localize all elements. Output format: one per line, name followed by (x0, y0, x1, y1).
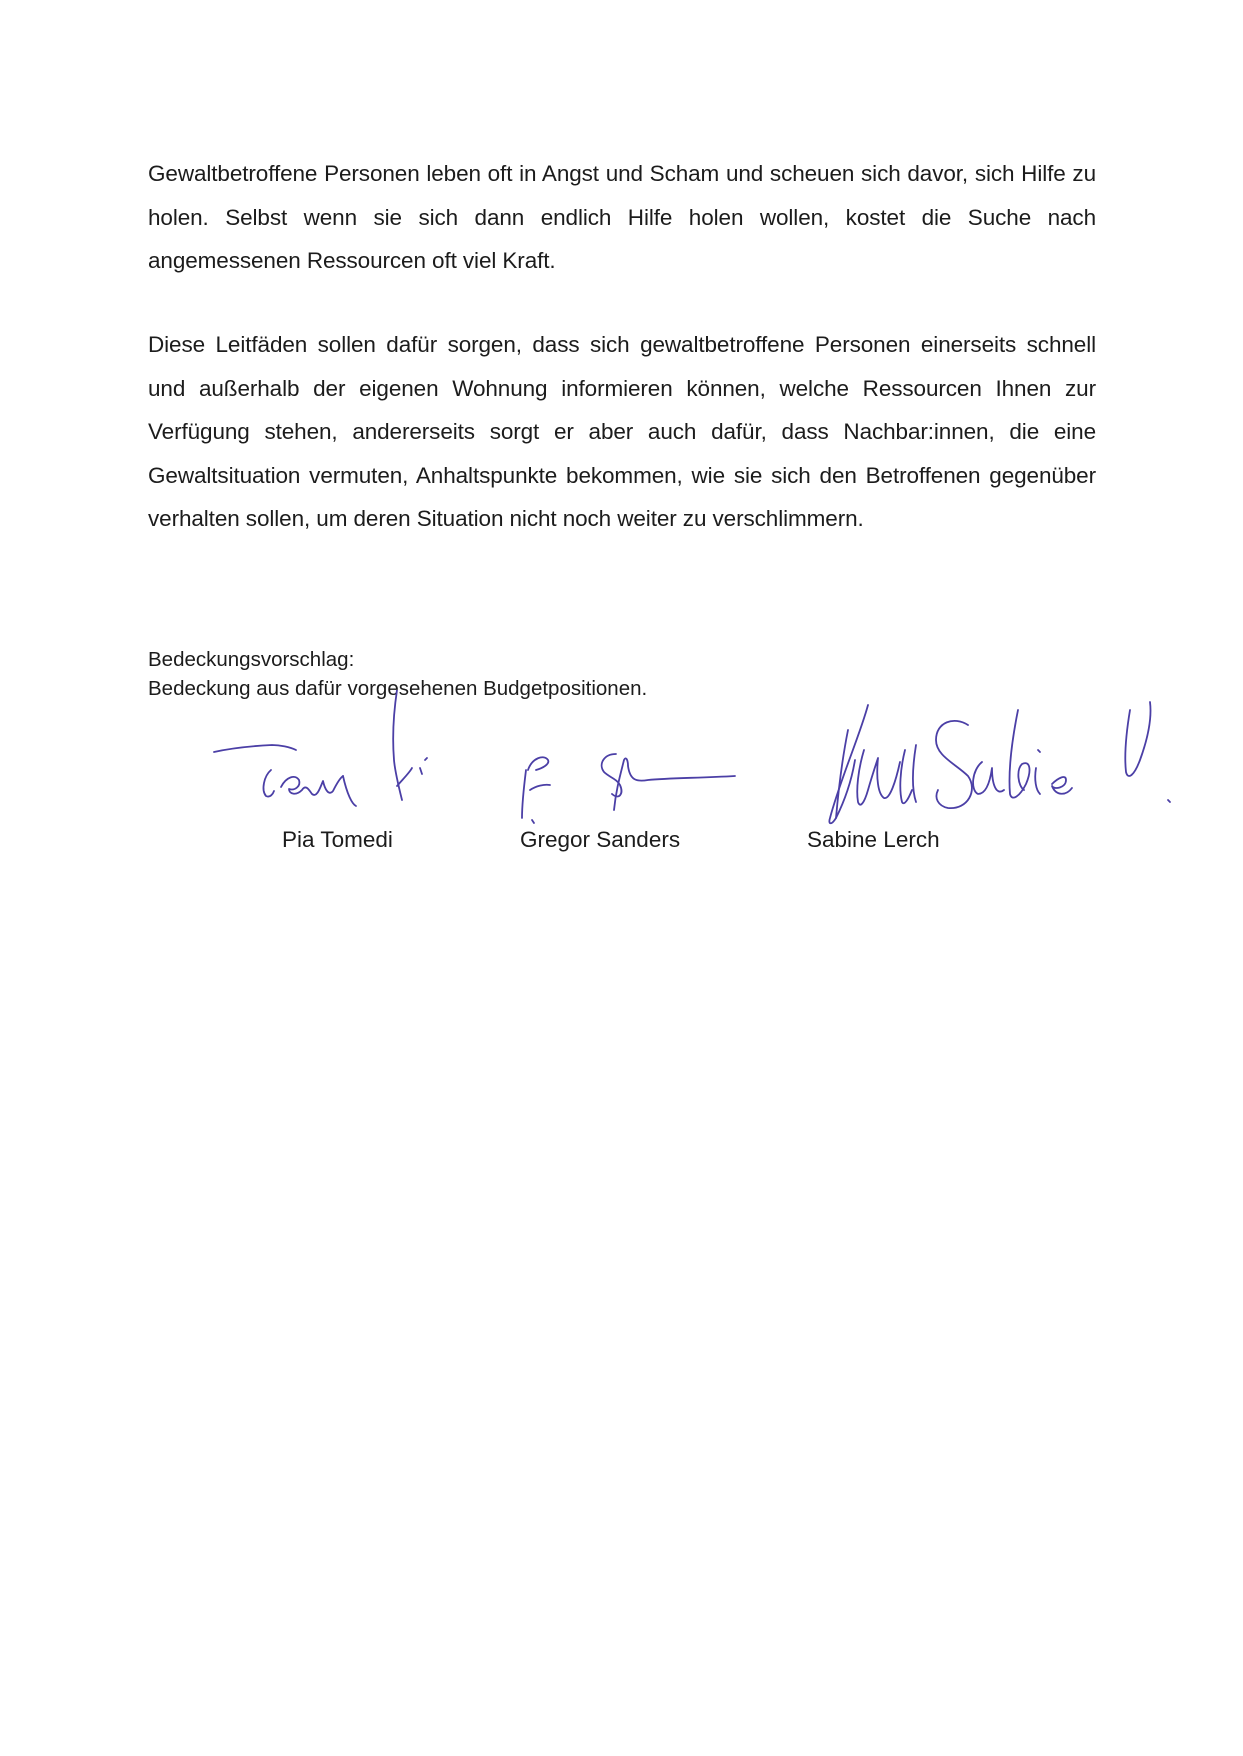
paragraph-intro: Gewaltbetroffene Personen leben oft in Angst und Scham und scheuen sich davor, sich Hilfe zu holen. Selbst wenn sie sich dann endlich Hilfe holen wollen, kostet die Suche nach angemessenen Ressourcen oft viel Kraft. (148, 161, 1096, 273)
signature-sabine-lerch (829, 702, 1170, 823)
coverage-heading: Bedeckungsvorschlag: (148, 648, 355, 671)
signature-gregor-sanders (522, 754, 735, 823)
signature-block (0, 690, 1243, 870)
paragraph-guidelines: Diese Leitfäden sollen dafür sorgen, dass sich gewaltbetroffene Personen einerseits schnell und außerhalb der eigenen Wohnung informieren können, welche Ressourcen Ihnen zur Verfügung stehen, andererseits sorgt er aber auch dafür, dass Nachbar:innen, die eine Gewaltsituation vermuten, Anhaltspunkte bekommen, wie sie sich den Betroffenen gegenüber verhalten sollen, um deren Situation nicht noch weiter zu verschlimmern. (148, 332, 1096, 531)
signatory-name: Pia Tomedi (282, 827, 393, 852)
signature-pia-tomedi (214, 690, 427, 806)
signatory-name: Gregor Sanders (520, 827, 681, 852)
coverage-text: Bedeckung aus dafür vorgesehenen Budgetpositionen. (148, 677, 648, 700)
signatory-name: Sabine Lerch (807, 827, 940, 852)
